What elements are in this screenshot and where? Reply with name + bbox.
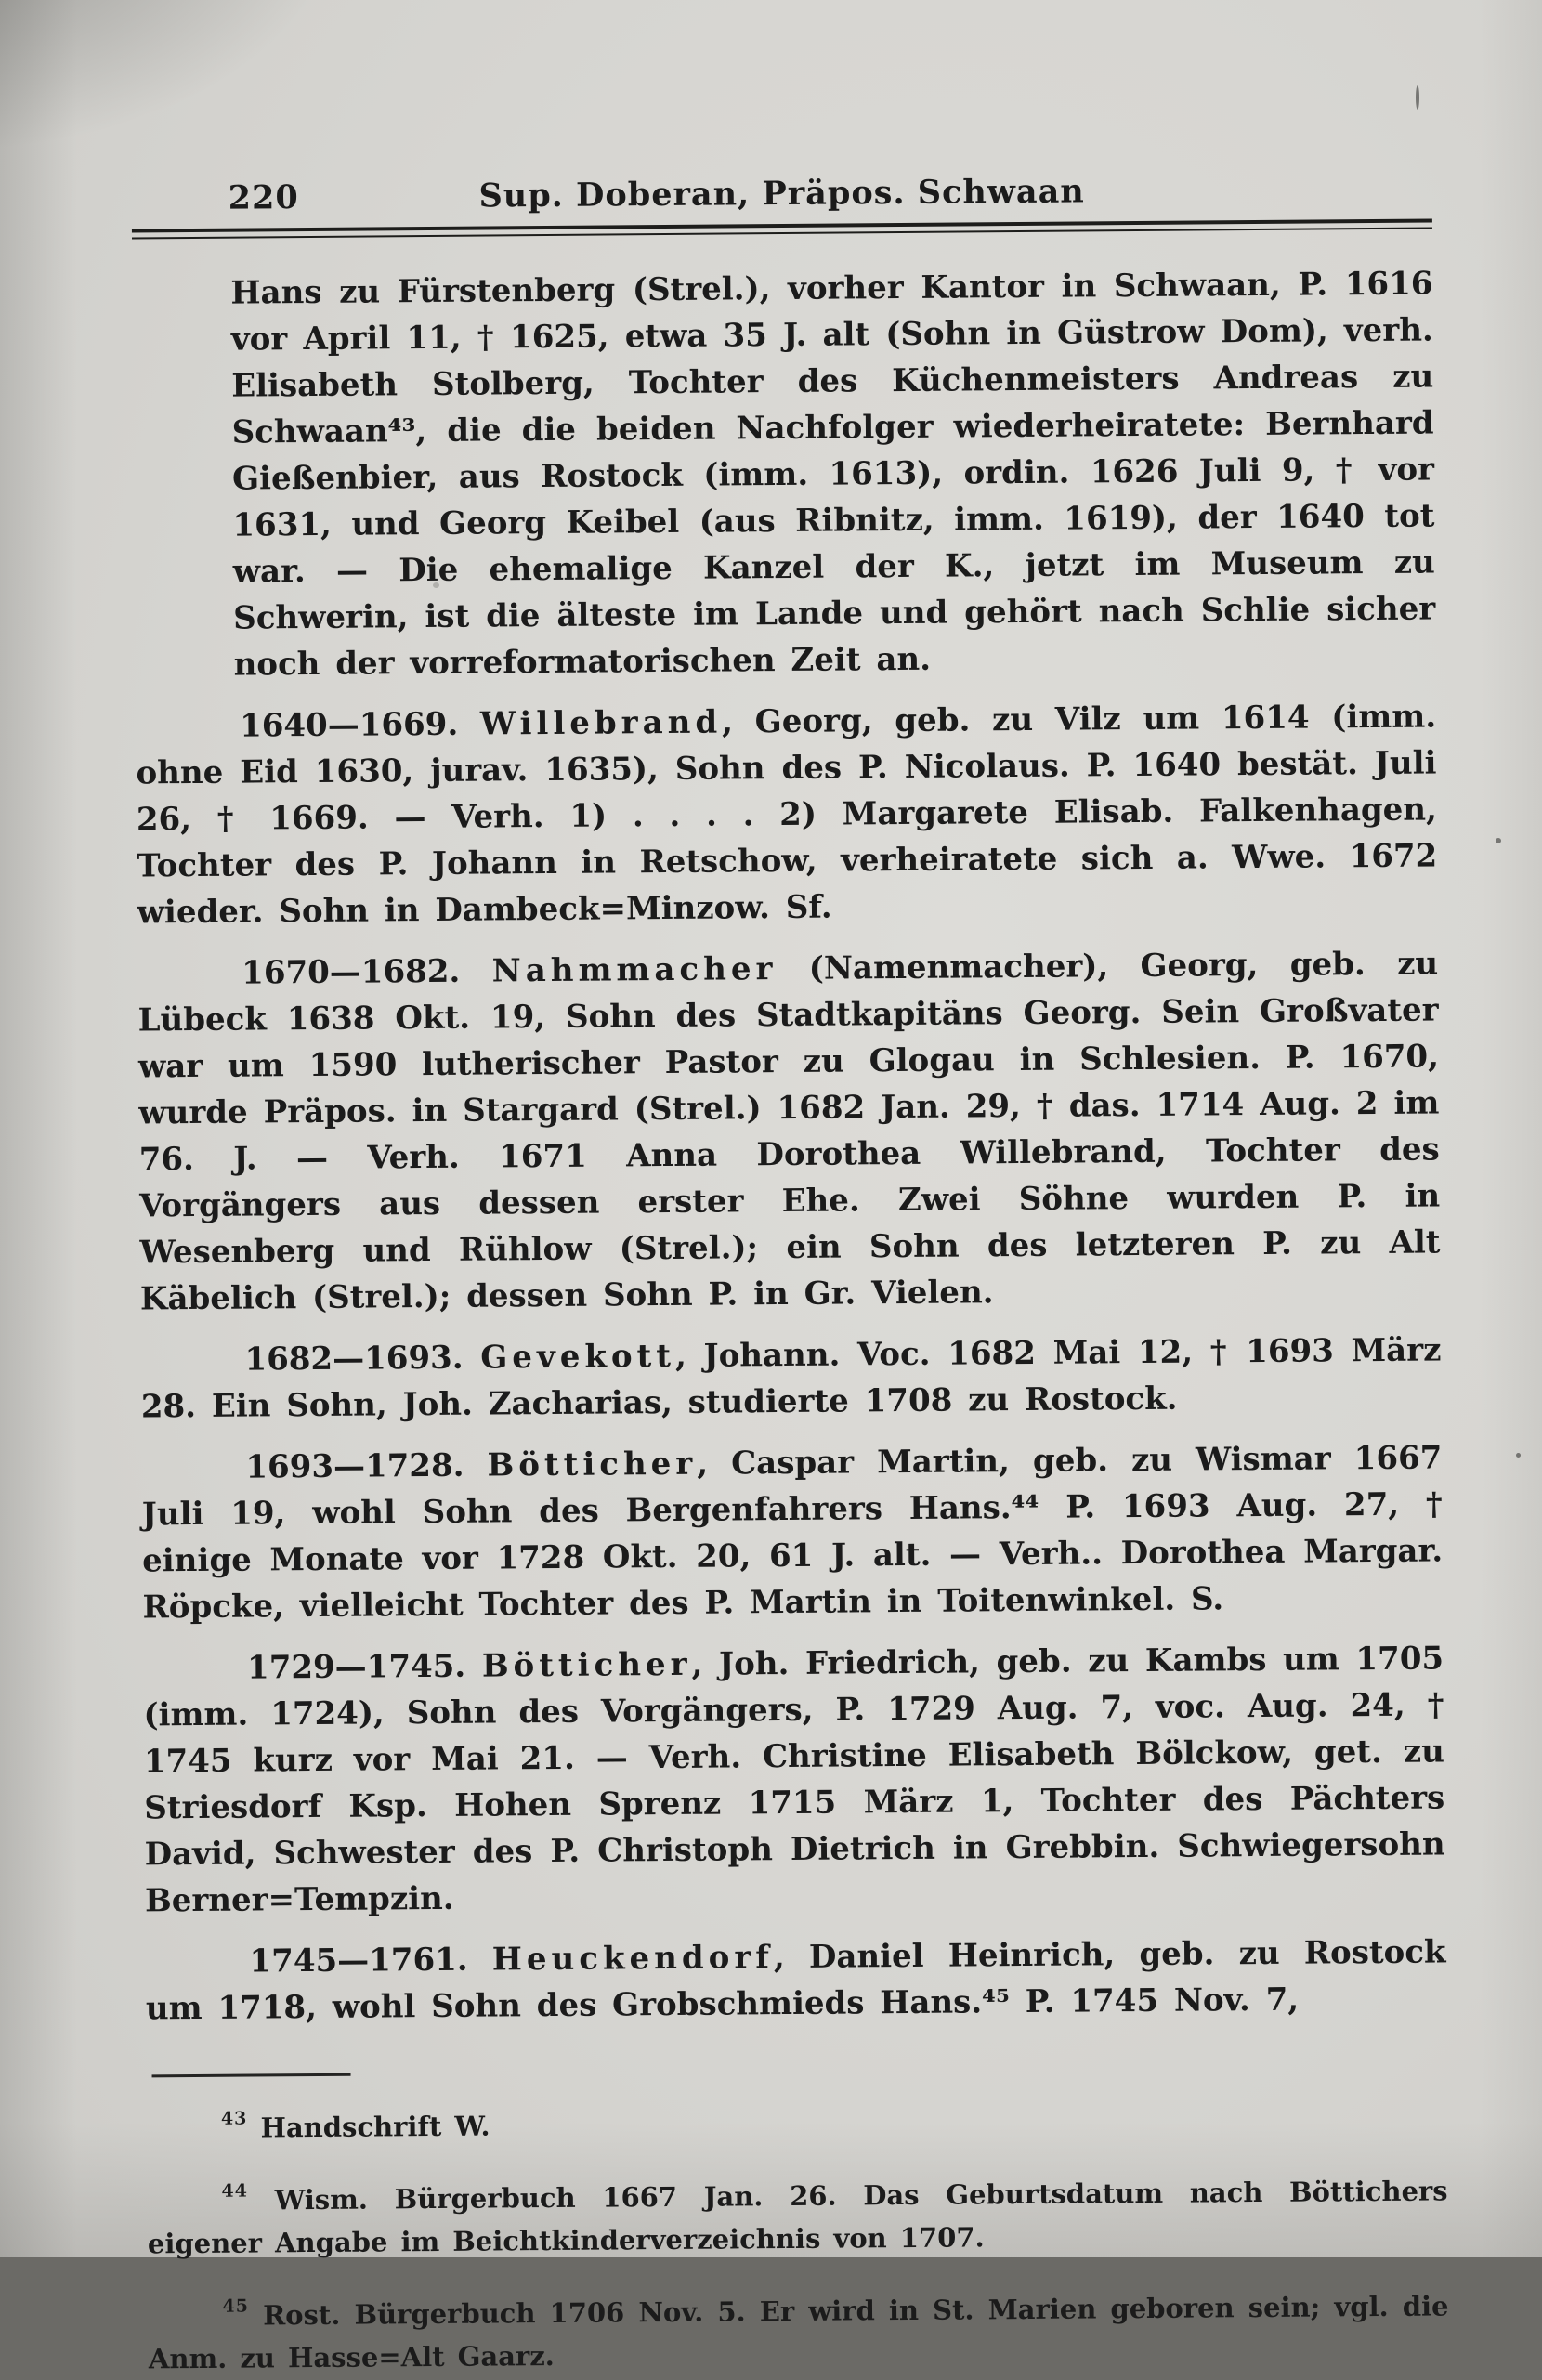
entry-text: , Joh. Friedrich, geb. zu Kambs um 1705 (imm. 1724), Sohn des Vorgängers, P. 1729 Aug. 7, voc. Aug. 24, † 1745 kurz vor Mai 21. — Verh. Christine Elisabeth Bölckow, get. zu Striesdorf Ksp. Hohen Sprenz 1715 März 1, Tochter des Pächters David, Schwester des P. Christoph Dietrich in Grebbin. Schwiegersohn Berner=Tempzin. (143, 1640, 1445, 1920)
entry-1693-1728 (141, 1434, 1444, 1630)
entry-1745-1761 (145, 1929, 1446, 2032)
entry-text: (Namenmacher), Georg, geb. zu Lübeck 1638 Okt. 19, Sohn des Stadtkapitäns Georg. Sein Großvater war um 1590 lutherischer Pastor zu Glogau in Schlesien. P. 1670, wurde Präpos. in Stargard (Strel.) 1682 Jan. 29, † das. 1714 Aug. 2 im 76. J. — Verh. 1671 Anna Dorothea Willebrand, Tochter des Vorgängers aus dessen erster Ehe. Zwei Söhne wurden P. in Wesenberg und Rühlow (Strel.); ein Sohn des letzteren P. zu Alt Käbelich (Strel.); dessen Sohn P. in Gr. Vielen. (137, 945, 1441, 1318)
footnote-text: Rost. Bürgerbuch 1706 Nov. 5. Er wird in St. Marien geboren sein; vgl. die Anm. zu Hasse=Alt Gaarz. (148, 2290, 1449, 2375)
entry-text: , Georg, geb. zu Vilz um 1614 (imm. ohne Eid 1630, jurav. 1635), Sohn des P. Nicolaus. P. 1640 bestät. Juli 26, † 1669. — Verh. 1) . . . . 2) Margarete Elisab. Falkenhagen, Tochter des P. Johann in Retschow, verheiratete sich a. Wwe. 1672 wieder. Sohn in Dambeck=Minzow. Sf. (136, 698, 1438, 932)
footnotes (147, 2087, 1449, 2380)
entry-text: , Caspar Martin, geb. zu Wismar 1667 Juli 19, wohl Sohn des Bergenfahrers Hans.⁴⁴ P. 1693 Aug. 27, † einige Monate vor 1728 Okt. 20, 61 J. alt. — Verh.. Dorothea Margar. Röpcke, vielleicht Tochter des P. Martin in Toitenwinkel. S. (141, 1439, 1444, 1627)
footnote-text: Wism. Bürgerbuch 1667 Jan. 26. Das Geburtsdatum nach Böttichers eigener Angabe im Beichtkinderverzeichnis von 1707. (147, 2175, 1448, 2260)
entry-years: 1670—1682. (242, 952, 461, 992)
footnote-45 (148, 2275, 1449, 2380)
body-text (132, 260, 1446, 2032)
entry-text: , Daniel Heinrich, geb. zu Rostock um 1718, wohl Sohn des Grobschmieds Hans.⁴⁵ P. 1745 Nov. 7, (145, 1933, 1446, 2028)
scan-speck (1516, 1453, 1521, 1458)
page-number: 220 (228, 178, 299, 217)
entry-1640-1669 (136, 693, 1438, 935)
entry-1670-1682 (137, 940, 1441, 1322)
footnote-marker: 44 (221, 2180, 249, 2202)
footnote-44 (147, 2160, 1448, 2265)
entry-years: 1640—1669. (239, 705, 459, 745)
footnote-text: Handschrift W. (260, 2110, 490, 2144)
entry-name: Bötticher (481, 1645, 692, 1685)
scan-speck (1496, 838, 1501, 843)
entry-years: 1729—1745. (246, 1647, 466, 1687)
entry-years: 1682—1693. (244, 1339, 464, 1379)
footnote-separator-rule (152, 2073, 351, 2078)
entry-1682-1693 (140, 1327, 1442, 1430)
footnote-marker: 45 (222, 2295, 250, 2317)
footnote-43 (147, 2087, 1447, 2150)
paragraph-continuation: Hans zu Fürstenberg (Strel.), vorher Kantor in Schwaan, P. 1616 vor April 11, † 1625, etwa 35 J. alt (Sohn in Güstrow Dom), verh. Elisabeth Stolberg, Tochter des Küchenmeisters Andreas zu Schwaan⁴³, die die beiden Nachfolger wiederheiratete: Bernhard Gießenbier, aus Rostock (imm. 1613), ordin. 1626 Juli 9, † vor 1631, und Georg Keibel (aus Ribnitz, imm. 1619), der 1640 tot war. — Die ehemalige Kanzel der K., jetzt im Museum zu Schwerin, ist die älteste im Lande und gehört nach Schlie sicher noch der vorreformatorischen Zeit an. (230, 265, 1436, 684)
entry-name: Heuckendorf (491, 1939, 775, 1979)
footnote-marker: 43 (220, 2108, 248, 2129)
entry-name: Nahmmacher (491, 950, 778, 990)
entry-text: , Johann. Voc. 1682 Mai 12, † 1693 März 28. Ein Sohn, Joh. Zacharias, studierte 1708 zu Rostock. (140, 1331, 1442, 1426)
entry-1729-1745 (143, 1635, 1445, 1924)
page-header (131, 164, 1431, 223)
entry-name: Gevekott (480, 1337, 676, 1377)
entry-years: 1745—1761. (249, 1941, 468, 1981)
entry-name: Willebrand (479, 703, 723, 743)
entry-years: 1693—1728. (245, 1446, 464, 1486)
entry-name: Bötticher (487, 1445, 698, 1484)
running-title: Sup. Doberan, Präpos. Schwaan (478, 172, 1085, 216)
page-content (130, 0, 1449, 2380)
